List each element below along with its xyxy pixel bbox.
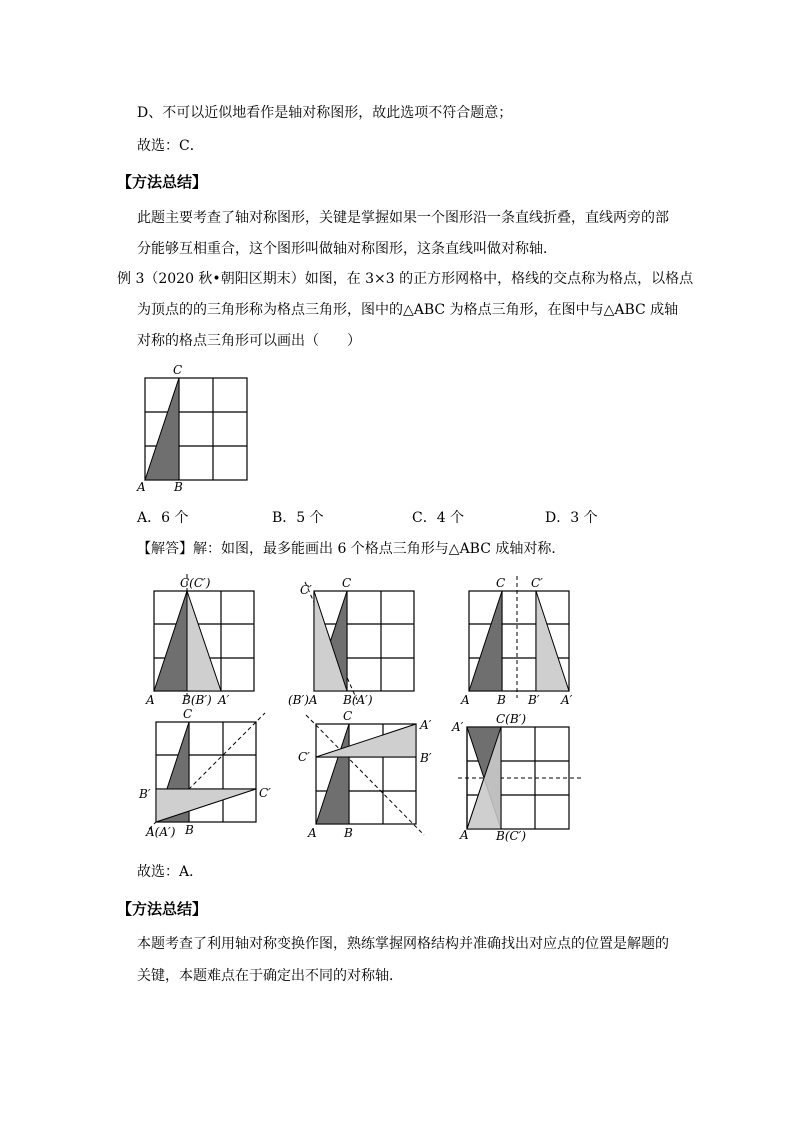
label-c: C	[342, 576, 352, 590]
label-aprime: A′	[218, 693, 230, 707]
option-d-explanation: D、不可以近似地看作是轴对称图形，故此选项不符合题意；	[137, 105, 513, 121]
triangle-image	[536, 591, 569, 691]
option-b: B．5 个	[272, 510, 324, 526]
example-3-line-3: 对称的格点三角形可以画出（ ）	[137, 333, 361, 349]
example-3-line-2: 为顶点的的三角形称为格点三角形，图中的△ABC 为格点三角形，在图中与△ABC 成轴	[137, 302, 679, 318]
question-figure	[135, 362, 260, 492]
label-b: B	[185, 823, 194, 837]
label-a: A	[146, 693, 155, 707]
label-bprime: B′	[528, 693, 540, 707]
triangle-abc	[145, 378, 179, 480]
label-cprime: C′	[298, 750, 310, 764]
label-bprime: B′	[420, 751, 432, 765]
option-d: D．3 个	[545, 510, 598, 526]
solution-line: 【解答】解：如图，最多能画出 6 个格点三角形与△ABC 成轴对称．	[137, 541, 566, 557]
method-summary-heading-1: 【方法总结】	[117, 173, 208, 191]
label-a: A	[308, 826, 317, 840]
label-c: C	[496, 576, 506, 590]
label-a-aprime: A(A′)	[146, 825, 176, 839]
solution-figure-6	[450, 703, 590, 848]
answer-choice-2: 故选：A．	[137, 864, 204, 880]
option-a: A．6 个	[137, 510, 189, 526]
triangle-abc	[469, 591, 502, 691]
solution-figure-5	[290, 703, 440, 843]
label-c-cprime: C(C′)	[180, 576, 211, 590]
method-summary-heading-2: 【方法总结】	[117, 900, 208, 918]
triangle-abc	[154, 591, 187, 691]
label-c: C	[173, 363, 183, 377]
solution-figure-3	[455, 570, 590, 710]
method-summary-1-line-1: 此题主要考查了轴对称图形，关键是掌握如果一个图形沿一条直线折叠，直线两旁的部	[137, 210, 669, 226]
label-bprime-a: (B′)A	[288, 693, 318, 707]
label-aprime: A′	[452, 720, 464, 734]
triangle-image	[156, 789, 256, 822]
label-b-cprime: B(C′)	[496, 829, 527, 843]
label-b: B	[344, 826, 353, 840]
label-cprime: C′	[531, 576, 543, 590]
method-summary-2-line-1: 本题考查了利用轴对称变换作图，熟练掌握网格结构并准确找出对应点的位置是解题的	[137, 936, 669, 952]
method-summary-2-line-2: 关键，本题难点在于确定出不同的对称轴．	[137, 968, 403, 984]
label-b-bprime: B(B′)	[182, 693, 212, 707]
label-a: A	[460, 828, 469, 842]
method-summary-1-line-2: 分能够互相重合，这个图形叫做轴对称图形，这条直线叫做对称轴．	[137, 241, 557, 257]
option-c: C．4 个	[412, 510, 465, 526]
example-3-line-1: 例 3（2020 秋•朝阳区期末）如图，在 3×3 的正方形网格中，格线的交点称为格点，以格点	[117, 271, 694, 287]
label-b-aprime: B(A′)	[343, 693, 373, 707]
solution-figure-4	[135, 703, 280, 843]
label-a: A	[461, 693, 470, 707]
label-a: A	[137, 480, 146, 494]
triangle-abc	[316, 724, 349, 824]
triangle-image	[187, 591, 221, 691]
label-b: B	[174, 480, 183, 494]
label-c: C	[343, 709, 353, 723]
label-c: C	[183, 707, 193, 721]
answer-choice-1: 故选：C．	[137, 138, 204, 154]
label-cprime: C′	[300, 583, 312, 597]
solution-figure-1	[140, 570, 270, 710]
solution-figure-2	[285, 570, 430, 710]
label-cprime: C′	[259, 786, 271, 800]
label-aprime: A′	[561, 693, 573, 707]
label-c-bprime: C(B′)	[496, 712, 527, 726]
label-aprime: A′	[420, 718, 432, 732]
label-bprime: B′	[139, 787, 151, 801]
label-b: B	[497, 693, 506, 707]
